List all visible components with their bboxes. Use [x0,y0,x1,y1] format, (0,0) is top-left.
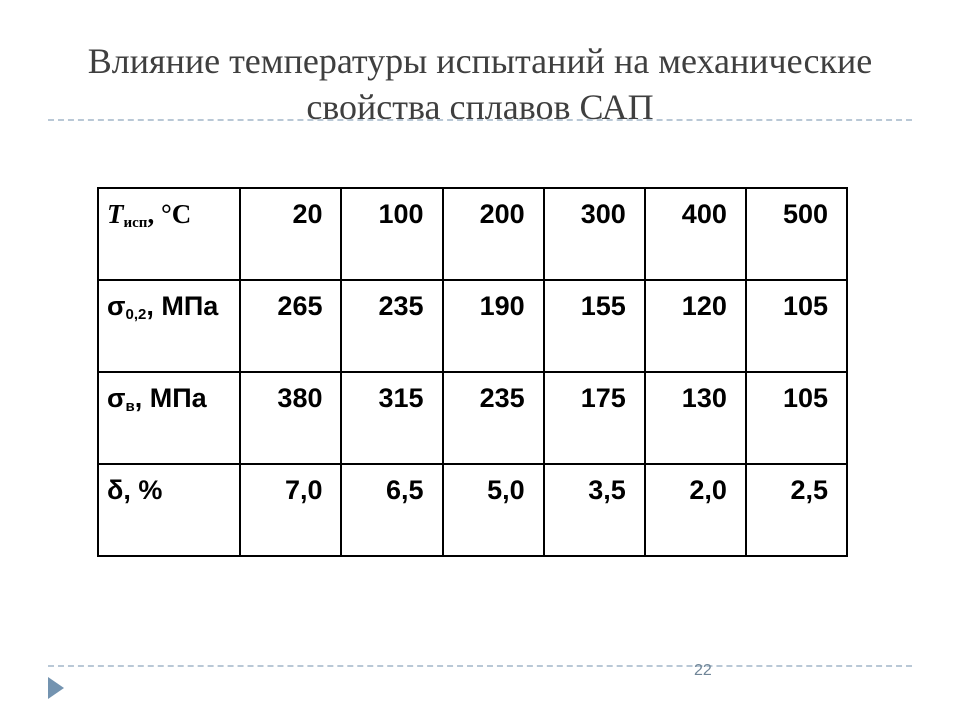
table-header-row [98,188,847,280]
table-row [98,372,847,464]
table-row [98,464,847,556]
table-cell: 175 [544,372,645,464]
header-subscript: исп [123,215,148,231]
row-subscript: в [125,398,135,415]
table-cell: 130 [645,372,746,464]
row-unit: , МПа [134,383,207,413]
title-divider [48,119,912,121]
table-row-label [98,464,240,556]
table-cell: 235 [443,372,544,464]
table-cell: 2,0 [645,464,746,556]
properties-table [97,187,848,557]
table-header-cell: 300 [544,188,645,280]
table-header-cell: 100 [341,188,442,280]
table-cell: 190 [443,280,544,372]
table-header-label [98,188,240,280]
table-cell: 6,5 [341,464,442,556]
row-unit: , МПа [146,291,219,321]
table-cell: 3,5 [544,464,645,556]
header-symbol: T [107,199,124,229]
table-cell: 380 [240,372,341,464]
table-header-cell: 200 [443,188,544,280]
table-cell: 315 [341,372,442,464]
footer-divider [48,665,912,667]
row-symbol: σ [107,383,126,413]
header-unit: , °C [147,199,192,229]
table-cell: 120 [645,280,746,372]
triangle-bullet-icon [48,677,64,699]
slide-title-line-1: Влияние температуры испытаний на механические [87,41,873,81]
table-cell: 235 [341,280,442,372]
table-cell: 5,0 [443,464,544,556]
row-subscript: 0,2 [125,306,147,323]
row-symbol: σ [107,291,126,321]
table-cell: 105 [746,372,847,464]
table-header-cell: 500 [746,188,847,280]
table-cell: 265 [240,280,341,372]
table-cell: 2,5 [746,464,847,556]
table-header-cell: 20 [240,188,341,280]
table-row-label [98,372,240,464]
row-unit: , % [123,475,163,505]
slide-title [40,38,920,130]
table-cell: 105 [746,280,847,372]
table-cell: 155 [544,280,645,372]
table-header-cell: 400 [645,188,746,280]
slide-title-line-2: свойства сплавов САП [306,87,654,127]
page-number: 22 [694,662,712,679]
table-row [98,280,847,372]
row-symbol: δ [107,475,124,505]
table-cell: 7,0 [240,464,341,556]
table-row-label [98,280,240,372]
